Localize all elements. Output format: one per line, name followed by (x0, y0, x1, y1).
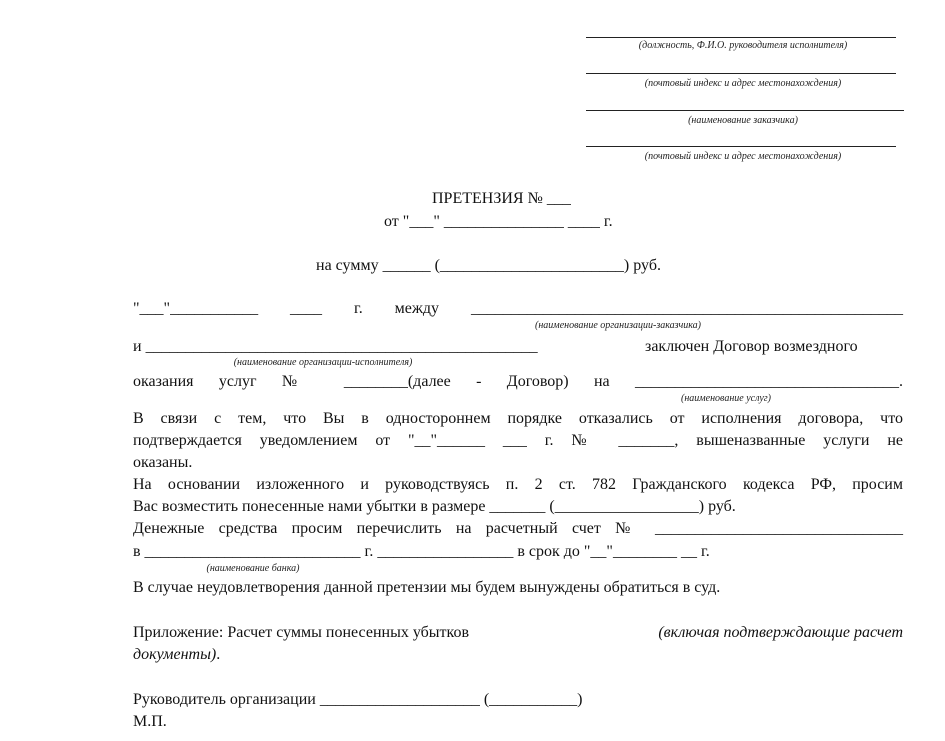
paragraph-2-line-1: На основании изложенного и руководствуясь п. 2 ст. 782 Гражданского кодекса РФ, просим (133, 476, 903, 493)
claim-title: ПРЕТЕНЗИЯ № ___ (432, 190, 571, 207)
recipient-caption-4: (почтовый индекс и адрес местонахождения) (644, 151, 842, 162)
recipient-caption-2: (почтовый индекс и адрес местонахождения) (644, 78, 842, 89)
paragraph-1-line-3: оказаны. (133, 454, 193, 471)
contract-date-line: "___"___________ ____ г. между ______________________________________________________ (133, 300, 903, 317)
signature-line: Руководитель организации ____________________ (___________) (133, 691, 583, 708)
claim-date: от "___" _______________ ____ г. (384, 213, 613, 230)
recipient-caption-3: (наименование заказчика) (688, 115, 798, 126)
appendix-label: Приложение: Расчет суммы понесенных убытков (133, 624, 470, 641)
appendix-line-1 (133, 623, 903, 643)
caption-bank: (наименование банка) (206, 563, 300, 574)
recipient-line-4[interactable] (586, 146, 896, 147)
executor-line: и _________________________________________________ (133, 338, 538, 355)
executor-line-end: заключен Договор возмездного (645, 338, 858, 355)
paragraph-1-line-1: В связи с тем, что Вы в одностороннем порядке отказались от исполнения договора, что (133, 410, 903, 427)
recipient-line-3[interactable] (586, 110, 904, 111)
caption-executor-org: (наименование организации-исполнителя) (233, 357, 413, 368)
appendix-note-1: (включая подтверждающие расчет (658, 624, 903, 641)
paragraph-1-line-2: подтверждается уведомлением от "__"______ ___ г. № _______, вышеназванные услуги не (133, 432, 903, 449)
recipient-line-1[interactable] (586, 37, 896, 38)
bank-line: в ___________________________ г. _________________ в срок до "__"________ __ г. (133, 543, 710, 560)
appendix-line-2 (133, 645, 220, 665)
contract-services-line: оказания услуг № ________(далее - Договор) на _________________________________. (133, 373, 903, 390)
court-line: В случае неудовлетворения данной претензии мы будем вынуждены обратиться в суд. (133, 579, 721, 596)
paragraph-2-line-2: Вас возместить понесенные нами убытки в размере _______ (__________________) руб. (133, 498, 736, 515)
recipient-line-2[interactable] (586, 73, 896, 74)
claim-sum: на сумму ______ (_______________________) руб. (316, 257, 661, 274)
caption-services: (наименование услуг) (680, 393, 772, 404)
appendix-note-2: документы) (133, 646, 217, 663)
caption-customer-org: (наименование организации-заказчика) (535, 320, 701, 331)
appendix-end: . (216, 646, 221, 663)
paragraph-2-line-3: Денежные средства просим перечислить на расчетный счет № _______________________________ (133, 520, 903, 537)
stamp-label: М.П. (133, 713, 167, 730)
recipient-caption-1: (должность, Ф.И.О. руководителя исполнителя) (638, 40, 848, 51)
